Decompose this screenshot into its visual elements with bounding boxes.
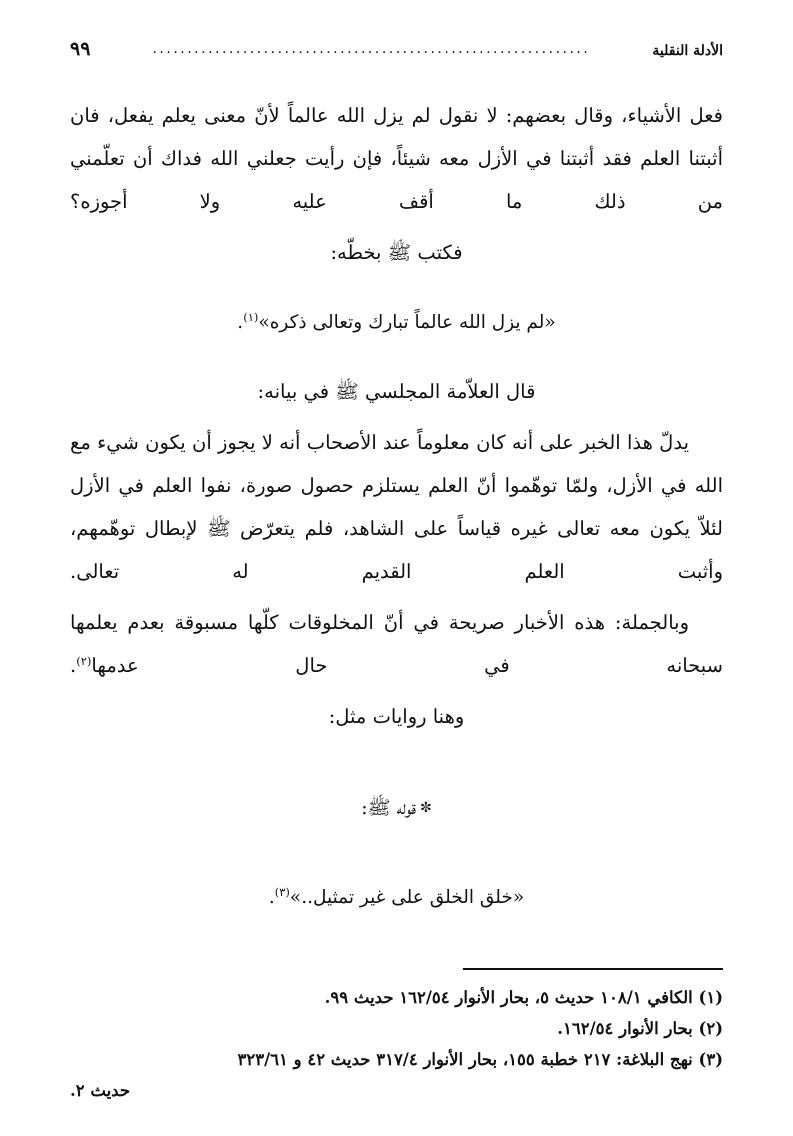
paragraph-1: فعل الأشياء، وقال بعضهم: لا نقول لم يزل الله عالماً لأنّ معنى يعلم يفعل، فان أثبتنا العلم فقد أثبتنا في الأزل معه شيئاً، فإن رأيت جعلني الله فداك أن تعلّمني من ذلك ما أقف عليه ولا أجوزه؟ (70, 104, 723, 213)
paragraph-6: وهنا روايات مثل: (328, 705, 465, 728)
bullet-line-text: قوله ﷺ: (361, 797, 417, 819)
footnote-marker-2: (٢) (76, 654, 92, 668)
paragraph-4: يدلّ هذا الخبر على أنه كان معلوماً عند الأصحاب أنه لا يجوز أن يكون شيء مع الله في الأزل، ولمّا توهّموا أنّ العلم يستلزم حصول صورة، نفوا العلم في الأزل لئلاّ يكون معه تعالى غيره قياساً على الشاهد، فلم يتعرّض ﷺ لإبطال توهّمهم، وأثبت العلم القديم له تعالى. (70, 431, 723, 583)
bullet-line (70, 787, 723, 830)
footnote-divider (463, 968, 723, 970)
page-number: ٩٩ (70, 38, 91, 60)
footnote-3-continuation: حديث ٢. (70, 1081, 131, 1100)
quote-2 (70, 876, 723, 919)
footnote-1: (١) الكافي ١٠٨/١ حديث ٥، بحار الأنوار ١٦٢/٥٤ حديث ٩٩. (324, 988, 723, 1007)
star-icon: ✼ (420, 800, 432, 816)
header-title: الأدلة النقلية (652, 43, 723, 59)
page-body (70, 94, 723, 919)
header-dot-leader: ............................................................... (152, 41, 591, 57)
footnote-3: (٣) نهج البلاغة: ٢١٧ خطبة ١٥٥، بحار الأنوار ٣١٧/٤ حديث ٤٢ و ٣٢٣/٦١ (237, 1050, 723, 1069)
paragraph-2: فكتب ﷺ بخطّه: (330, 241, 463, 264)
footnote-marker-3: (٣) (274, 884, 290, 899)
quote-2-text: «خلق الخلق على غير تمثيل..» (289, 886, 525, 908)
page-header (70, 38, 723, 60)
quote-1-text: «لم يزل الله عالماً تبارك وتعالى ذكره» (258, 311, 556, 333)
footnote-marker-1: (١) (243, 309, 259, 324)
footnote-2: (٢) بحار الأنوار ١٦٢/٥٤. (557, 1019, 723, 1038)
paragraph-3: قال العلاّمة المجلسي ﷺ في بيانه: (257, 380, 536, 403)
quote-1 (70, 301, 723, 344)
footnotes-section (70, 968, 723, 1106)
paragraph-5-text: وبالجملة: هذه الأخبار صريحة في أنّ المخلوقات كلّها مسبوقة بعدم يعلمها سبحانه في حال عدمها (70, 611, 723, 677)
quote-2-period: . (268, 886, 275, 908)
paragraph-5-period: . (70, 654, 77, 677)
quote-1-period: . (237, 311, 244, 333)
paragraph-5 (70, 601, 723, 687)
